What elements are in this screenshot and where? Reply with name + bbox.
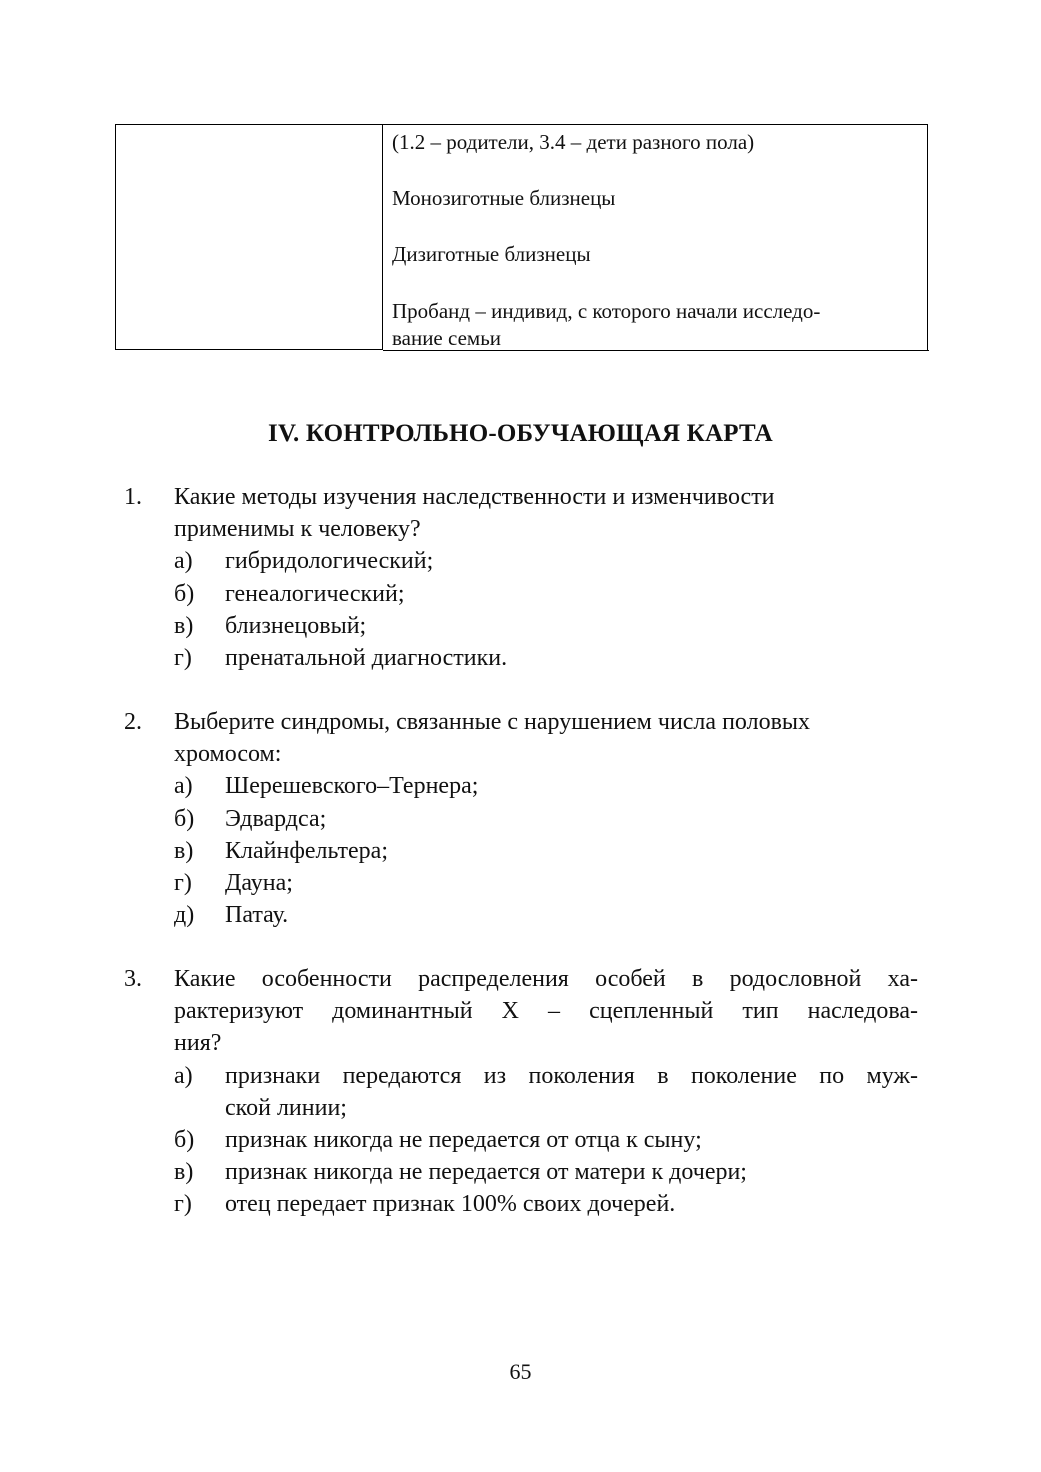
option-text bbox=[225, 1061, 918, 1091]
table-text-line: Дизиготные близнецы bbox=[392, 242, 591, 266]
option-letter: г) bbox=[174, 870, 192, 896]
question-number: 1. bbox=[124, 484, 142, 510]
option-text: отец передает признак 100% своих дочерей. bbox=[225, 1191, 676, 1217]
table-text-line: Монозиготные близнецы bbox=[392, 186, 616, 210]
option-text: Эдвардса; bbox=[225, 806, 327, 832]
option-text: генеалогический; bbox=[225, 581, 405, 607]
legend-table bbox=[115, 124, 928, 350]
question-text-line: ния? bbox=[174, 1030, 222, 1056]
question-number: 3. bbox=[124, 966, 142, 992]
option-text: признак никогда не передается от отца к сыну; bbox=[225, 1127, 702, 1153]
question-text-line: хромосом: bbox=[174, 741, 282, 767]
option-text: ской линии; bbox=[225, 1095, 347, 1121]
option-letter: б) bbox=[174, 581, 195, 607]
page-number: 65 bbox=[509, 1359, 532, 1384]
question-number: 2. bbox=[124, 709, 142, 735]
option-letter: б) bbox=[174, 1127, 195, 1153]
option-letter: а) bbox=[174, 1063, 193, 1089]
question-text-span: рактеризуют доминантный Х – сцепленный тип наследова- bbox=[174, 998, 918, 1024]
table-text-line: вание семьи bbox=[392, 326, 502, 350]
option-letter: г) bbox=[174, 645, 192, 671]
question-text-span: Какие особенности распределения особей в родословной ха- bbox=[174, 966, 918, 992]
option-text: пренатальной диагностики. bbox=[225, 645, 508, 671]
option-letter: в) bbox=[174, 613, 194, 639]
option-letter: д) bbox=[174, 902, 195, 928]
section-heading: IV. КОНТРОЛЬНО-ОБУЧАЮЩАЯ КАРТА bbox=[268, 420, 773, 447]
table-text-line: (1.2 – родители, 3.4 – дети разного пола) bbox=[392, 130, 755, 154]
question-text-line: Какие методы изучения наследственности и изменчивости bbox=[174, 484, 775, 510]
option-text: гибридологический; bbox=[225, 548, 434, 574]
option-letter: а) bbox=[174, 548, 193, 574]
option-text: близнецовый; bbox=[225, 613, 367, 639]
question-text-line: Выберите синдромы, связанные с нарушением числа половых bbox=[174, 709, 811, 735]
question-text-line bbox=[174, 964, 918, 994]
table-left-cell bbox=[116, 125, 383, 350]
option-text: Клайнфельтера; bbox=[225, 838, 388, 864]
table-border bbox=[115, 349, 383, 350]
table-text-line: Пробанд – индивид, с которого начали исследо- bbox=[392, 299, 821, 323]
option-letter: г) bbox=[174, 1191, 192, 1217]
question-text-line: применимы к человеку? bbox=[174, 516, 421, 542]
option-letter: а) bbox=[174, 773, 193, 799]
option-text: признак никогда не передается от матери к дочери; bbox=[225, 1159, 747, 1185]
option-text: Патау. bbox=[225, 902, 289, 928]
option-letter: в) bbox=[174, 838, 194, 864]
question-text-line bbox=[174, 996, 918, 1026]
option-text: Шерешевского–Тернера; bbox=[225, 773, 479, 799]
option-text-span: признаки передаются из поколения в поколение по муж- bbox=[225, 1063, 918, 1089]
option-letter: б) bbox=[174, 806, 195, 832]
option-letter: в) bbox=[174, 1159, 194, 1185]
option-text: Дауна; bbox=[225, 870, 293, 896]
